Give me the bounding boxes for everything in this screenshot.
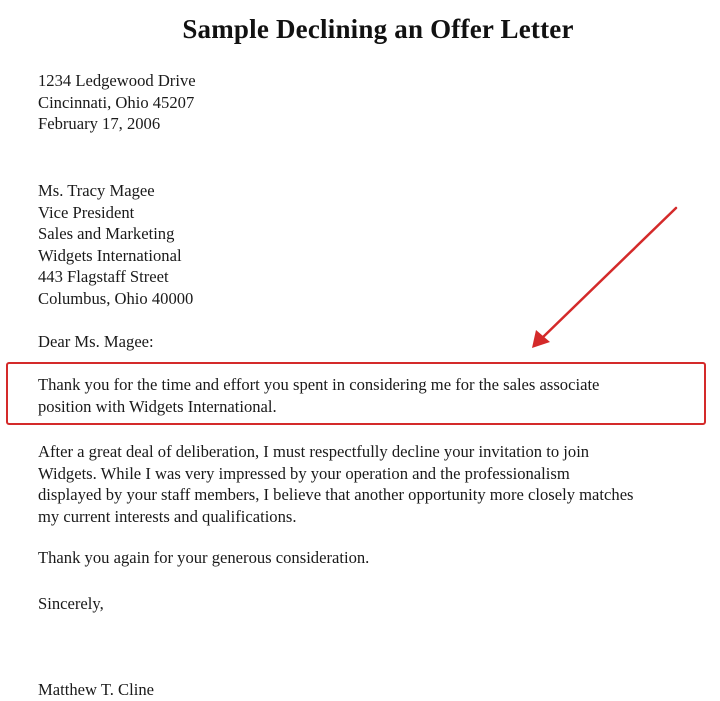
recipient-street: 443 Flagstaff Street [38,267,169,287]
sender-address [38,70,196,135]
salutation-text: Dear Ms. Magee: [38,332,154,351]
paragraph-line: Thank you again for your generous consideration. [38,548,370,567]
recipient-title: Vice President [38,202,135,222]
paragraph-line: position with Widgets International. [38,396,277,416]
paragraph-line: After a great deal of deliberation, I must respectfully decline your invitation to join [38,442,590,461]
salutation [38,331,154,353]
recipient-department: Sales and Marketing [38,224,175,244]
paragraph-line: Widgets. While I was very impressed by your operation and the professionalism [38,463,570,483]
paragraph-line: displayed by your staff members, I believe that another opportunity more closely matches [38,485,634,505]
recipient-city: Columbus, Ohio 40000 [38,288,194,308]
paragraph-line: my current interests and qualifications. [38,506,297,526]
closing [38,593,104,615]
recipient-name: Ms. Tracy Magee [38,181,155,200]
paragraph-thank-you [38,374,599,417]
letter-date: February 17, 2006 [38,114,161,134]
signature-name: Matthew T. Cline [38,680,154,699]
page-title: Sample Declining an Offer Letter [182,14,574,44]
signature [38,679,154,701]
recipient-address [38,180,193,310]
paragraph-consideration [38,547,369,569]
paragraph-line: Thank you for the time and effort you spent in considering me for the sales associate [38,375,600,394]
closing-text: Sincerely, [38,594,104,613]
sender-street: 1234 Ledgewood Drive [38,71,196,90]
recipient-company: Widgets International [38,245,182,265]
sender-city: Cincinnati, Ohio 45207 [38,92,195,112]
paragraph-decline [38,441,634,527]
